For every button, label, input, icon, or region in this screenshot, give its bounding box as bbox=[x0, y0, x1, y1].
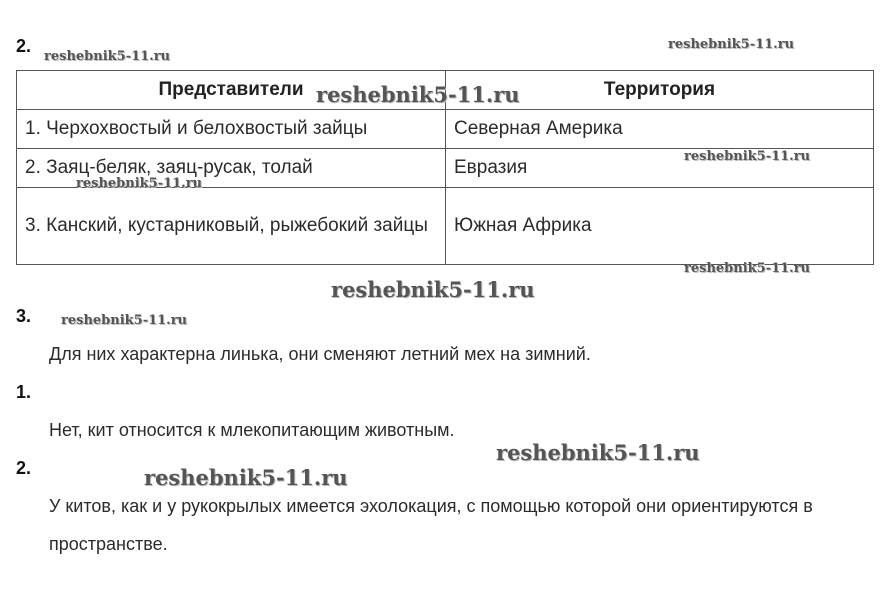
cell-territory: Северная Америка bbox=[446, 110, 874, 149]
watermark-logo: reshebnik5-11.ru bbox=[61, 313, 188, 328]
watermark-logo: reshebnik5-11.ru bbox=[331, 277, 535, 302]
header-territory: Территория bbox=[446, 71, 874, 110]
section-number-2b: 2. bbox=[16, 458, 32, 478]
cell-representatives: 2. Заяц-беляк, заяц-русак, толай bbox=[17, 149, 446, 188]
watermark-logo: reshebnik5-11.ru bbox=[668, 37, 795, 52]
cell-representatives: 3. Канский, кустарниковый, рыжебокий зайцы bbox=[17, 188, 446, 265]
answer-text-molting: Для них характерна линька, они сменяют летний мех на зимний. bbox=[49, 344, 591, 364]
watermark-logo: reshebnik5-11.ru bbox=[684, 261, 811, 276]
cell-territory: Евразия bbox=[446, 149, 874, 188]
answer-text-echolocation: У китов, как и у рукокрылых имеется эхолокация, с помощью которой они ориентируются в пространстве. bbox=[49, 496, 813, 554]
watermark-logo: reshebnik5-11.ru bbox=[316, 82, 520, 107]
watermark-logo: reshebnik5-11.ru bbox=[496, 440, 700, 465]
table-row bbox=[17, 188, 874, 265]
section-number-1: 1. bbox=[16, 382, 32, 402]
header-representatives: Представители bbox=[17, 71, 446, 110]
watermark-logo: reshebnik5-11.ru bbox=[44, 49, 171, 64]
watermark-logo: reshebnik5-11.ru bbox=[76, 176, 203, 191]
cell-territory: Южная Африка bbox=[446, 188, 874, 265]
watermark-logo: reshebnik5-11.ru bbox=[684, 149, 811, 164]
watermark-logo: reshebnik5-11.ru bbox=[144, 465, 348, 490]
section-number-2a: 2. bbox=[16, 36, 32, 56]
section-number-3: 3. bbox=[16, 306, 32, 326]
answer-text-whale: Нет, кит относится к млекопитающим животным. bbox=[49, 420, 455, 440]
cell-representatives: 1. Черхохвостый и белохвостый зайцы bbox=[17, 110, 446, 149]
table-row bbox=[17, 110, 874, 149]
